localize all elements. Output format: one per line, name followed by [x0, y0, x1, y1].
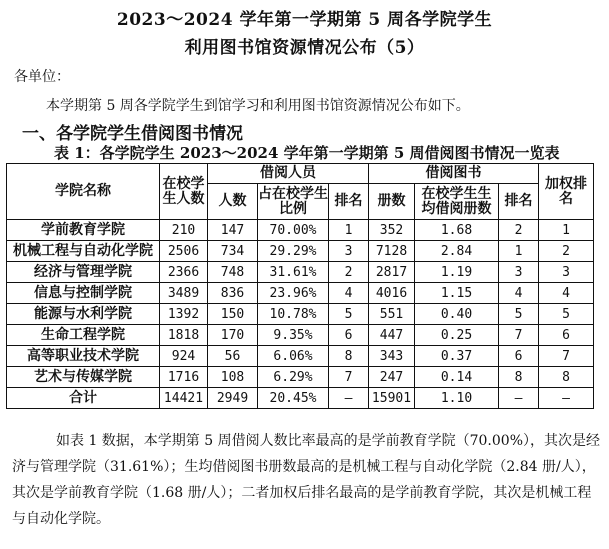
- table-row: [7, 241, 594, 262]
- cell-people: 2949: [208, 388, 258, 409]
- cell-rank-borrowers: 6: [329, 325, 369, 346]
- section-heading: 一、各学院学生借阅图书情况: [22, 124, 243, 144]
- cell-avg: 1.15: [415, 283, 499, 304]
- cell-people: 147: [208, 220, 258, 241]
- cell-rank-books: 2: [499, 220, 539, 241]
- cell-students: 1392: [160, 304, 208, 325]
- cell-ratio: 9.35%: [258, 325, 329, 346]
- cell-ratio: 23.96%: [258, 283, 329, 304]
- cell-rank-borrowers: 7: [329, 367, 369, 388]
- cell-students: 3489: [160, 283, 208, 304]
- cell-students: 14421: [160, 388, 208, 409]
- cell-rank-borrowers: 3: [329, 241, 369, 262]
- cell-weighted-rank: 7: [539, 346, 594, 367]
- cell-rank-books: 7: [499, 325, 539, 346]
- header-weighted-rank: 加权排名: [539, 164, 594, 220]
- header-avg: 在校学生生均借阅册数: [415, 184, 499, 220]
- header-rank-borrowers: 排名: [329, 184, 369, 220]
- cell-weighted-rank: 5: [539, 304, 594, 325]
- cell-weighted-rank: —: [539, 388, 594, 409]
- table-row: [7, 220, 594, 241]
- cell-volumes: 352: [369, 220, 415, 241]
- table-total-row: [7, 388, 594, 409]
- header-people: 人数: [208, 184, 258, 220]
- cell-rank-borrowers: 8: [329, 346, 369, 367]
- table-row: [7, 304, 594, 325]
- cell-weighted-rank: 1: [539, 220, 594, 241]
- intro-paragraph: 本学期第 5 周各学院学生到馆学习和利用图书馆资源情况公布如下。: [46, 98, 470, 114]
- cell-avg: 0.14: [415, 367, 499, 388]
- cell-volumes: 4016: [369, 283, 415, 304]
- cell-college-name: 信息与控制学院: [7, 283, 160, 304]
- cell-people: 56: [208, 346, 258, 367]
- cell-volumes: 7128: [369, 241, 415, 262]
- cell-students: 1716: [160, 367, 208, 388]
- cell-students: 2506: [160, 241, 208, 262]
- cell-volumes: 247: [369, 367, 415, 388]
- cell-people: 734: [208, 241, 258, 262]
- cell-people: 748: [208, 262, 258, 283]
- summary-paragraph: 如表 1 数据，本学期第 5 周借阅人数比率最高的是学前教育学院（70.00%），其次是经济与管理学院（31.61%）；生均借阅图书册数最高的是机械工程与自动化学院（2.84 册/人），其次是学前教育学院（1.68 册/人）；二者加权后排名最高的是学前教育学院，其次是机械工程与自动化学院。: [12, 433, 600, 527]
- cell-volumes: 343: [369, 346, 415, 367]
- cell-rank-borrowers: 1: [329, 220, 369, 241]
- table-row: [7, 283, 594, 304]
- table-row: [7, 325, 594, 346]
- cell-students: 210: [160, 220, 208, 241]
- cell-rank-books: 3: [499, 262, 539, 283]
- cell-people: 836: [208, 283, 258, 304]
- header-volumes: 册数: [369, 184, 415, 220]
- cell-weighted-rank: 6: [539, 325, 594, 346]
- cell-college-name: 合计: [7, 388, 160, 409]
- cell-students: 924: [160, 346, 208, 367]
- document-title-line2: 利用图书馆资源情况公布（5）: [184, 38, 425, 58]
- cell-rank-books: —: [499, 388, 539, 409]
- cell-weighted-rank: 3: [539, 262, 594, 283]
- cell-volumes: 2817: [369, 262, 415, 283]
- cell-ratio: 20.45%: [258, 388, 329, 409]
- cell-rank-books: 5: [499, 304, 539, 325]
- cell-ratio: 31.61%: [258, 262, 329, 283]
- borrowing-table: [6, 163, 594, 409]
- cell-rank-borrowers: —: [329, 388, 369, 409]
- cell-rank-books: 8: [499, 367, 539, 388]
- cell-weighted-rank: 4: [539, 283, 594, 304]
- cell-rank-books: 6: [499, 346, 539, 367]
- cell-people: 108: [208, 367, 258, 388]
- header-books-group: 借阅图书: [369, 164, 539, 184]
- cell-college-name: 机械工程与自动化学院: [7, 241, 160, 262]
- cell-students: 2366: [160, 262, 208, 283]
- cell-students: 1818: [160, 325, 208, 346]
- table-row: [7, 367, 594, 388]
- cell-avg: 1.68: [415, 220, 499, 241]
- header-college: 学院名称: [7, 164, 160, 220]
- header-students: 在校学生人数: [160, 164, 208, 220]
- cell-college-name: 能源与水利学院: [7, 304, 160, 325]
- cell-avg: 1.19: [415, 262, 499, 283]
- cell-ratio: 6.29%: [258, 367, 329, 388]
- cell-ratio: 6.06%: [258, 346, 329, 367]
- cell-rank-borrowers: 2: [329, 262, 369, 283]
- cell-weighted-rank: 2: [539, 241, 594, 262]
- cell-avg: 0.25: [415, 325, 499, 346]
- cell-weighted-rank: 8: [539, 367, 594, 388]
- cell-college-name: 高等职业技术学院: [7, 346, 160, 367]
- cell-rank-borrowers: 4: [329, 283, 369, 304]
- cell-ratio: 10.78%: [258, 304, 329, 325]
- header-ratio: 占在校学生比例: [258, 184, 329, 220]
- cell-rank-borrowers: 5: [329, 304, 369, 325]
- cell-people: 150: [208, 304, 258, 325]
- cell-avg: 2.84: [415, 241, 499, 262]
- cell-volumes: 15901: [369, 388, 415, 409]
- recipient-line: 各单位：: [14, 69, 70, 85]
- cell-college-name: 学前教育学院: [7, 220, 160, 241]
- cell-people: 170: [208, 325, 258, 346]
- table-body: [7, 220, 594, 409]
- cell-college-name: 生命工程学院: [7, 325, 160, 346]
- table-caption: 表 1：各学院学生 2023～2024 学年第一学期第 5 周借阅图书情况一览表: [54, 144, 560, 162]
- table-row: [7, 346, 594, 367]
- cell-avg: 0.37: [415, 346, 499, 367]
- cell-volumes: 551: [369, 304, 415, 325]
- cell-college-name: 艺术与传媒学院: [7, 367, 160, 388]
- header-borrowers-group: 借阅人员: [208, 164, 369, 184]
- header-rank-books: 排名: [499, 184, 539, 220]
- table-row: [7, 262, 594, 283]
- cell-rank-books: 1: [499, 241, 539, 262]
- document-title-line1: 2023～2024 学年第一学期第 5 周各学院学生: [116, 10, 493, 30]
- cell-volumes: 447: [369, 325, 415, 346]
- cell-avg: 0.40: [415, 304, 499, 325]
- cell-college-name: 经济与管理学院: [7, 262, 160, 283]
- cell-rank-books: 4: [499, 283, 539, 304]
- cell-ratio: 70.00%: [258, 220, 329, 241]
- cell-avg: 1.10: [415, 388, 499, 409]
- cell-ratio: 29.29%: [258, 241, 329, 262]
